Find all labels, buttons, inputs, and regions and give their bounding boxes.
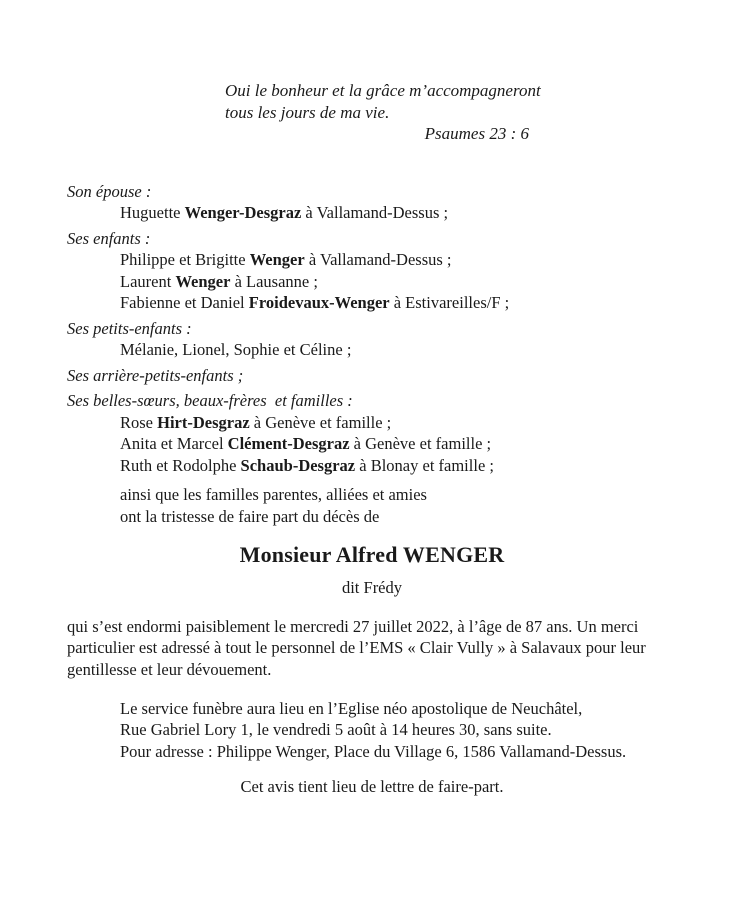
obituary-paragraph: qui s’est endormi paisiblement le mercredi 27 juillet 2022, à l’âge de 87 ans. Un merci particulier est adressé à tout le personnel de l’EMS « Clair Vully » à Salavaux pour leur gentillesse et leur dévouement.: [67, 616, 646, 680]
member-text: Laurent: [120, 271, 176, 291]
closing-notice: Cet avis tient lieu de lettre de faire-part.: [240, 777, 504, 797]
member-text: Huguette: [120, 203, 185, 222]
member-surname: Froidevaux-Wenger: [248, 293, 390, 312]
service-line-3: Pour adresse : Philippe Wenger, Place du Village 6, 1586 Vallamand-Dessus.: [120, 741, 627, 761]
member-text: Fabienne et Daniel: [120, 293, 249, 312]
family-member: [67, 271, 677, 293]
epigraph-line-1: Oui le bonheur et la grâce m’accompagneront: [225, 81, 541, 100]
section-label: Ses belles-sœurs, beaux-frères et familles :: [67, 391, 353, 410]
member-text: Philippe et Brigitte: [120, 250, 250, 269]
section-label: Ses petits-enfants :: [67, 318, 192, 338]
section-label: Ses arrière-petits-enfants ;: [67, 365, 244, 385]
family-member: [67, 249, 677, 271]
service-details: [67, 698, 677, 763]
member-surname: Wenger: [249, 250, 305, 269]
member-text: Rose: [120, 412, 158, 432]
family-member: [67, 412, 677, 434]
member-text: Mélanie, Lionel, Sophie et Céline ;: [120, 340, 352, 359]
family-section-spouse: [67, 181, 677, 224]
family-section-in-laws: [67, 390, 677, 476]
member-location: à Blonay et famille ;: [355, 455, 494, 475]
family-section-great-grandchildren: [67, 365, 677, 387]
announcement-lines: [67, 484, 677, 527]
member-surname: Schaub-Desgraz: [240, 455, 356, 475]
announcement-line-1: ainsi que les familles parentes, alliées et amies: [120, 485, 427, 504]
family-member: [67, 202, 677, 224]
family-section-children: [67, 228, 677, 314]
member-location: à Genève et famille ;: [349, 434, 492, 453]
family-section-grandchildren: [67, 318, 677, 361]
member-text: Ruth et Rodolphe: [120, 455, 241, 475]
service-line-1: Le service funèbre aura lieu en l’Eglise néo apostolique de Neuchâtel,: [120, 698, 583, 718]
member-location: à Lausanne ;: [230, 271, 318, 291]
member-location: à Vallamand-Dessus ;: [304, 250, 452, 269]
family-member: [67, 292, 677, 314]
family-list: [67, 181, 677, 477]
service-line-2: Rue Gabriel Lory 1, le vendredi 5 août à 14 heures 30, sans suite.: [120, 720, 552, 740]
section-label: Ses enfants :: [67, 228, 151, 248]
family-member: [67, 455, 677, 477]
member-surname: Wenger-Desgraz: [184, 203, 302, 222]
member-surname: Wenger: [175, 271, 231, 291]
family-member: [67, 433, 677, 455]
member-location: à Vallamand-Dessus ;: [301, 203, 449, 222]
member-surname: Hirt-Desgraz: [157, 412, 250, 432]
epigraph-line-2: tous les jours de ma vie.: [225, 102, 390, 122]
epigraph: [225, 80, 557, 145]
epigraph-attribution: Psaumes 23 : 6: [424, 124, 529, 143]
deceased-name: Monsieur Alfred WENGER: [239, 542, 505, 567]
member-surname: Clément-Desgraz: [227, 434, 350, 453]
section-label: Son épouse :: [67, 181, 152, 201]
announcement-line-2: ont la tristesse de faire part du décès de: [120, 506, 380, 526]
member-text: Anita et Marcel: [120, 434, 228, 453]
deceased-nickname: dit Frédy: [341, 578, 403, 597]
family-member: [67, 339, 677, 361]
member-location: à Genève et famille ;: [249, 412, 392, 432]
member-location: à Estivareilles/F ;: [389, 293, 510, 312]
